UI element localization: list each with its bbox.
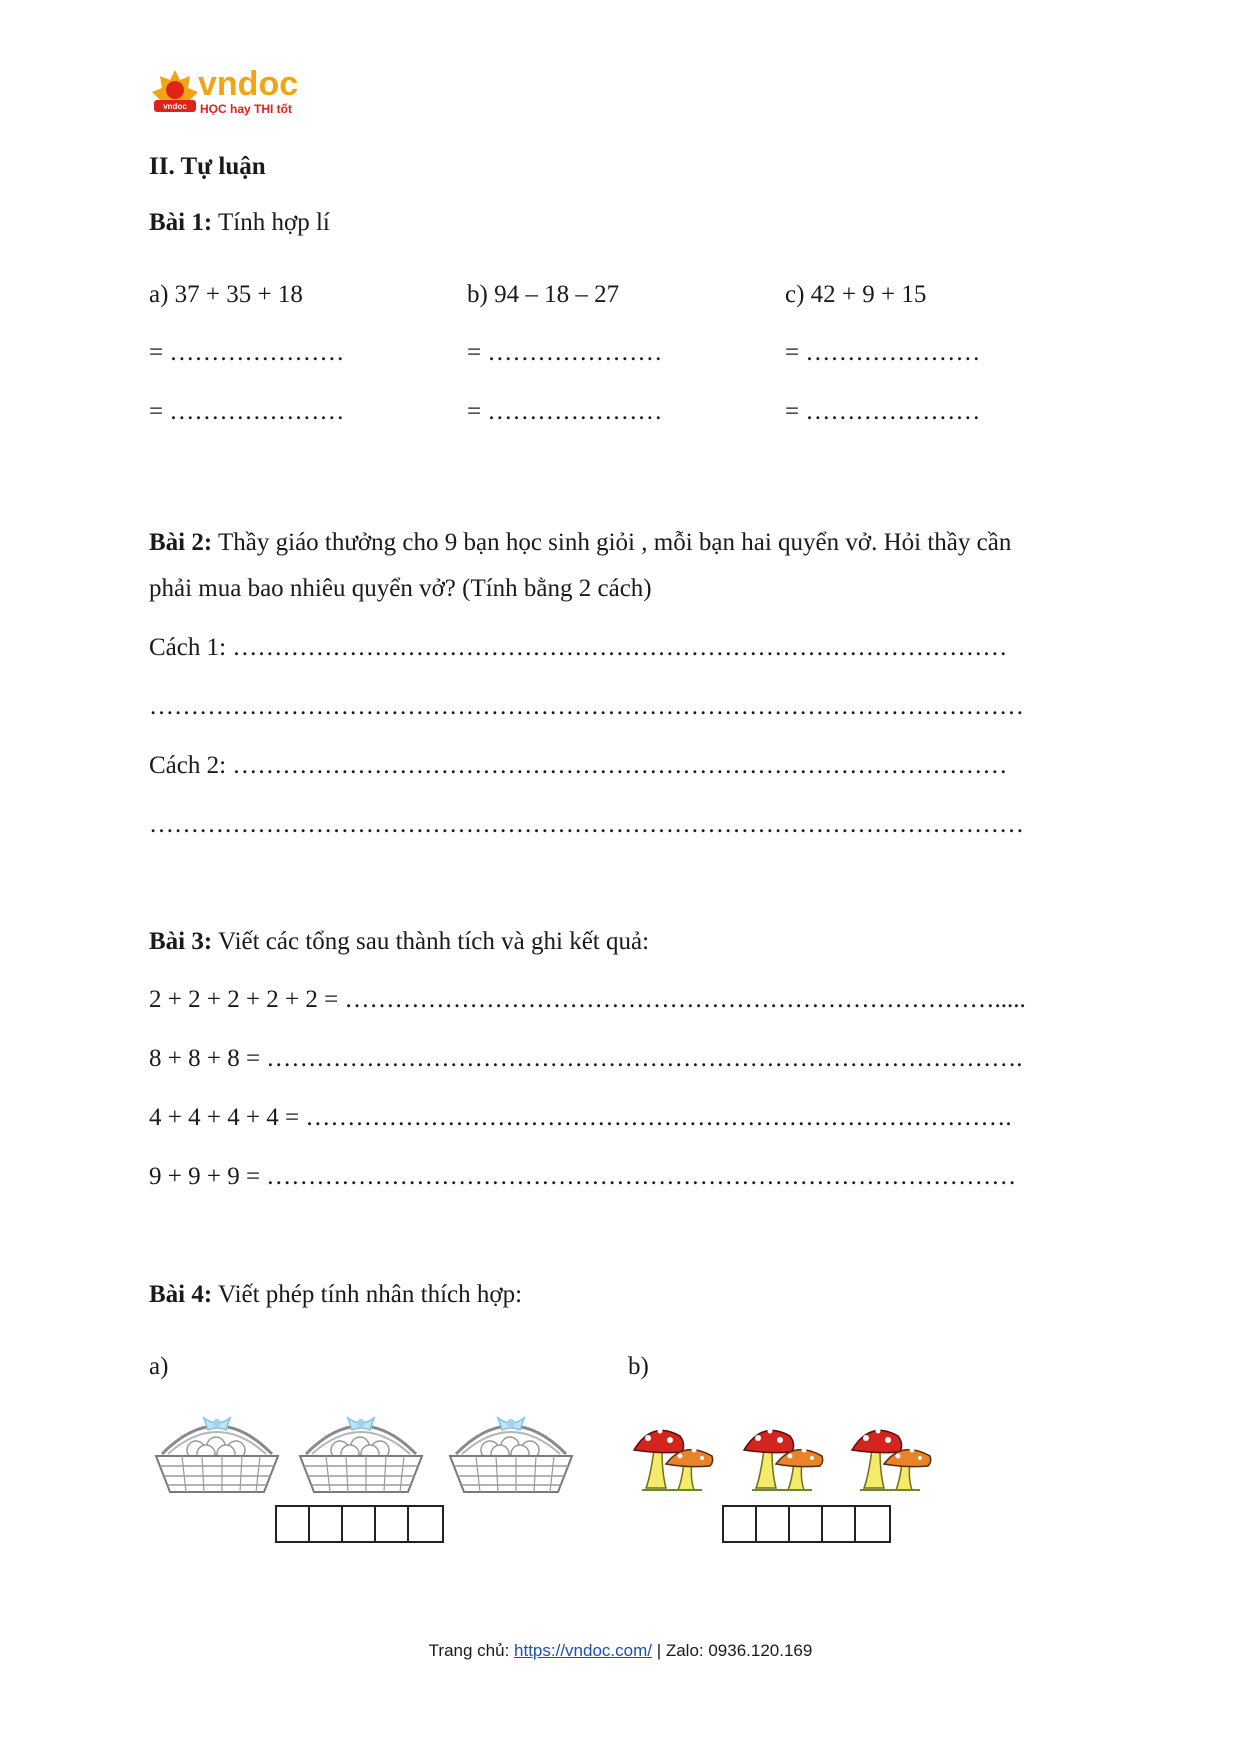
answer-box[interactable]	[409, 1507, 442, 1541]
bai3-row-2[interactable]: 8 + 8 + 8 = ……………………………………………………………………………….	[149, 1045, 1023, 1072]
bai1-label: Bài 1:	[149, 209, 213, 236]
bai1-instruction: Tính hợp lí	[218, 209, 330, 236]
answer-box[interactable]	[343, 1507, 376, 1541]
bai3-instruction: Viết các tổng sau thành tích và ghi kết quả:	[218, 928, 650, 955]
bai1-answer-b-1[interactable]: = …………………	[467, 339, 663, 366]
bai1-expr-c: c) 42 + 9 + 15	[785, 281, 927, 308]
footer-prefix: Trang chủ:	[428, 1641, 515, 1660]
page-footer	[0, 1641, 1241, 1661]
vndoc-logo	[150, 66, 310, 122]
mushrooms-illustration	[632, 1418, 952, 1498]
baskets-illustration	[152, 1410, 582, 1500]
bai1-answer-c-2[interactable]: = …………………	[785, 398, 981, 425]
bai4-instruction: Viết phép tính nhân thích hợp:	[218, 1281, 523, 1308]
basket-icon	[156, 1418, 278, 1492]
bai1-expr-a: a) 37 + 35 + 18	[149, 281, 303, 308]
bai1-answer-a-1[interactable]: = …………………	[149, 339, 345, 366]
logo-brand: vndoc	[198, 65, 299, 103]
bai1-expr-b: b) 94 – 18 – 27	[467, 281, 620, 308]
bai2-question-1: Thầy giáo thưởng cho 9 bạn học sinh giỏi , mỗi bạn hai quyển vở. Hỏi thầy cần	[218, 529, 1012, 556]
answer-box[interactable]	[724, 1507, 757, 1541]
basket-icon	[450, 1418, 572, 1492]
answer-box[interactable]	[277, 1507, 310, 1541]
bai1-answer-b-2[interactable]: = …………………	[467, 398, 663, 425]
bai4-part-b-label: b)	[628, 1353, 649, 1380]
bai2-text-line1	[149, 528, 1011, 558]
answer-box[interactable]	[757, 1507, 790, 1541]
mushroom-icon	[744, 1429, 823, 1491]
bai1-answer-a-2[interactable]: = …………………	[149, 398, 345, 425]
bai4-heading	[149, 1280, 522, 1310]
footer-suffix: | Zalo: 0936.120.169	[651, 1641, 813, 1660]
bai1-heading	[149, 208, 330, 238]
bai3-label: Bài 3:	[149, 928, 213, 955]
footer-home-link[interactable]: https://vndoc.com/	[514, 1641, 652, 1660]
bai2-cach1[interactable]: Cách 1: …………………………………………………………………………………	[149, 634, 1008, 661]
answer-boxes-b[interactable]	[722, 1505, 891, 1543]
answer-box[interactable]	[376, 1507, 409, 1541]
bai2-label: Bài 2:	[149, 529, 213, 556]
logo-badge-text: vndoc	[163, 102, 187, 111]
bai3-heading	[149, 927, 649, 957]
logo-tagline: HỌC hay THI tốt	[200, 102, 292, 116]
bai1-answer-c-1[interactable]: = …………………	[785, 339, 981, 366]
bai2-cach1-cont[interactable]: ……………………………………………………………………………………………	[149, 693, 1024, 720]
bai3-row-1[interactable]: 2 + 2 + 2 + 2 + 2 = …………………………………………………………………….....	[149, 986, 1026, 1013]
bai4-part-a-label: a)	[149, 1353, 169, 1380]
answer-boxes-a[interactable]	[275, 1505, 444, 1543]
answer-box[interactable]	[856, 1507, 889, 1541]
section-title: II. Tự luận	[149, 153, 266, 180]
bai2-text-line2: phải mua bao nhiêu quyển vở? (Tính bằng 2 cách)	[149, 575, 652, 602]
answer-box[interactable]	[790, 1507, 823, 1541]
mushroom-icon	[852, 1429, 931, 1491]
bai2-cach2[interactable]: Cách 2: …………………………………………………………………………………	[149, 752, 1008, 779]
answer-box[interactable]	[823, 1507, 856, 1541]
basket-icon	[300, 1418, 422, 1492]
bai3-row-4[interactable]: 9 + 9 + 9 = ………………………………………………………………………………	[149, 1163, 1017, 1190]
bai2-cach2-cont[interactable]: ……………………………………………………………………………………………	[149, 811, 1024, 838]
mushroom-icon	[634, 1429, 713, 1491]
bai4-label: Bài 4:	[149, 1281, 213, 1308]
logo-mascot-icon	[150, 68, 200, 122]
bai3-row-3[interactable]: 4 + 4 + 4 + 4 = ………………………………………………………………………….	[149, 1104, 1012, 1131]
answer-box[interactable]	[310, 1507, 343, 1541]
